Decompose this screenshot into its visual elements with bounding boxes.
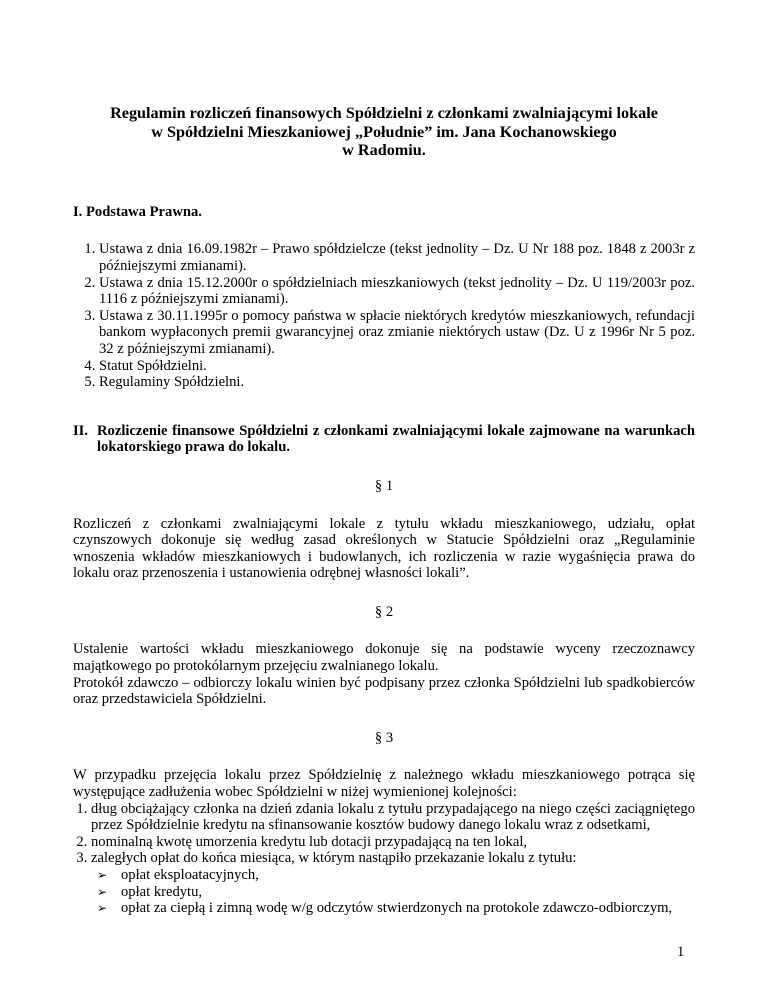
list-item: 1. dług obciążający członka na dzień zdania lokalu z tytułu przypadającego na niego części zaciągniętego przez Spółdzielnie kredytu na sfinansowanie kosztów budowy danego lokalu wraz z odsetkami, [91,801,695,834]
section-1-heading: I. Podstawa Prawna. [73,203,202,220]
title-line-3: w Radomiu. [342,141,426,160]
arrears-sublist [73,867,695,917]
list-item: 3. Ustawa z 30.11.1995r o pomocy państwa w spłacie niektórych kredytów mieszkaniowych, refundacji bankom wypłaconych premii gwarancyjnej oraz zmianie niektórych ustaw (Dz. U z 1996r Nr 5 poz. 32 z późniejszymi zmianami). [99,308,695,358]
document-title [73,104,695,160]
list-item: 5. Regulaminy Spółdzielni. [99,374,695,391]
document-page [73,104,695,917]
arrow-bullet-icon: ➢ [97,884,108,899]
page-number: 1 [677,944,685,960]
paragraph-2-text-1: Ustalenie wartości wkładu mieszkaniowego dokonuje się na podstawie wyceny rzeczoznawcy majątkowego po protokólarnym przejęciu zwalnianego lokalu. [73,641,695,675]
deductions-list [73,801,695,867]
paragraph-2-text-2: Protokół zdawczo – odbiorczy lokalu winien być podpisany przez członka Spółdzielni lub spadkobierców oraz przedstawiciela Spółdzielni. [73,674,695,708]
list-item: 2. Ustawa z dnia 15.12.2000r o spółdzielniach mieszkaniowych (tekst jednolity – Dz. U 119/2003r poz. 1116 z późniejszymi zmianami). [99,275,695,308]
paragraph-1-text: Rozliczeń z członkami zwalniającymi lokale z tytułu wkładu mieszkaniowego, udziału, opłat czynszowych dokonuje się według zasad określonych w Statucie Spółdzielni oraz „Regulaminie wnoszenia wkładów mieszkaniowych i budowlanych, ich rozliczenia w razie wygaśnięcia prawa do lokalu oraz przenoszenia i ustanowienia odrębnej własności lokali”. [73,515,695,582]
list-item-text: zaległych opłat do końca miesiąca, w którym nastąpiło przekazanie lokalu z tytułu: [91,850,577,867]
title-line-1: Regulamin rozliczeń finansowych Spółdzielni z członkami zwalniającymi lokale [110,104,658,122]
paragraph-2-label: § 2 [374,603,394,620]
paragraph-3-intro: W przypadku przejęcia lokalu przez Spółdzielnię z należnego wkładu mieszkaniowego potrąca się występujące zadłużenia wobec Spółdzielni w niżej wymienionej kolejności: [73,767,695,801]
paragraph-1-label: § 1 [374,477,394,494]
arrow-bullet-icon: ➢ [97,868,108,882]
title-line-2: w Spółdzielni Mieszkaniowej „Południe” im. Jana Kochanowskiego [151,122,617,141]
sublist-item: ➢ opłat za ciepłą i zimną wodę w/g odczytów stwierdzonych na protokole zdawczo-odbiorczym, [97,900,673,917]
legal-basis-list [73,241,695,390]
list-item: 1. Ustawa z dnia 16.09.1982r – Prawo spółdzielcze (tekst jednolity – Dz. U Nr 188 poz. 1848 z 2003r z późniejszymi zmianami). [99,241,695,274]
section-2-number: II. [73,422,89,439]
list-item: 4. Statut Spółdzielni. [99,358,695,375]
sublist-item: ➢ opłat eksploatacyjnych, [97,867,259,883]
paragraph-3-label: § 3 [374,729,394,746]
sublist-item: ➢ opłat kredytu, [97,883,203,900]
arrow-bullet-icon: ➢ [97,901,108,916]
section-2-heading [73,423,695,456]
list-item: 2. nominalną kwotę umorzenia kredytu lub dotacji przypadającą na ten lokal, [91,834,695,851]
list-item [91,850,695,867]
section-2-title: Rozliczenie finansowe Spółdzielni z członkami zwalniającymi lokale zajmowane na warunkach lokatorskiego prawa do lokalu. [97,422,695,456]
